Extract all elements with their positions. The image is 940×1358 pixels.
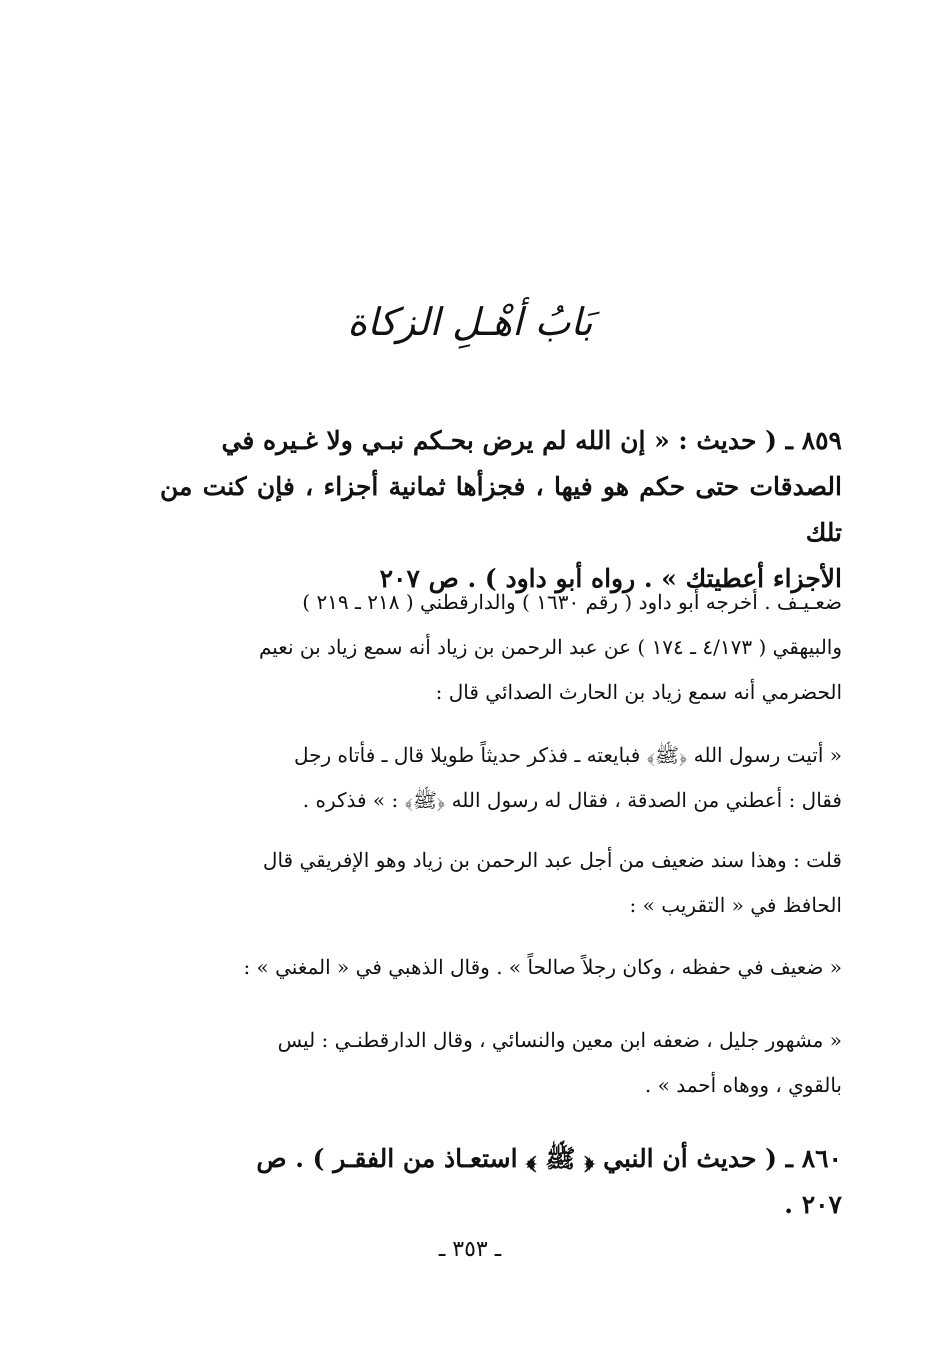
quote-mughni-line-1: « مشهور جليل ، ضعفه ابن معين والنسائي ، وقال الدارقطنـي : ليس — [277, 1028, 842, 1052]
note-paragraph — [160, 838, 842, 928]
narration-paragraph — [160, 733, 842, 823]
takhrij-paragraph — [160, 580, 842, 715]
takhrij-line-1: ضعـيـف . أخرجه أبو داود ( رقم ١٦٣٠ ) والدارقطني ( ٢١٨ ـ ٢١٩ ) — [302, 590, 842, 614]
page-number: ـ ٣٥٣ ـ — [438, 1237, 502, 1262]
hadith-860 — [160, 1136, 842, 1228]
hadith-859-line-3: الأجزاء أعطيتك » . رواه أبو داود ) . ص ٢٠٧ — [379, 564, 842, 593]
quote-taqrib-line-1: « ضعيف في حفظه ، وكان رجلاً صالحاً » . وقال الذهبي في « المغني » : — [243, 955, 842, 979]
hadith-860-line-1: ٨٦٠ ـ ( حديث أن النبي ﴿ ﷺ ﴾ استعـاذ من الفقـر ) . ص — [256, 1144, 842, 1173]
quote-taqrib — [160, 945, 842, 990]
hadith-860-line-2: ٢٠٧ . — [784, 1190, 842, 1219]
quote-mughni-line-2: بالقوي ، ووهاه أحمد » . — [644, 1073, 842, 1097]
chapter-title: بَابُ أهْـلِ الزكاة — [347, 300, 593, 344]
hadith-859 — [160, 418, 842, 602]
quote-mughni — [160, 1018, 842, 1108]
takhrij-line-3: الحضرمي أنه سمع زياد بن الحارث الصدائي قال : — [435, 680, 842, 704]
note-line-1: قلت : وهذا سند ضعيف من أجل عبد الرحمن بن زياد وهو الإفريقي قال — [262, 848, 842, 872]
narration-line-1: « أتيت رسول الله ﴿ﷺ﴾ فبايعته ـ فذكر حديثاً طويلا قال ـ فأتاه رجل — [293, 743, 842, 767]
takhrij-line-2: والبيهقي ( ٤/١٧٣ ـ ١٧٤ ) عن عبد الرحمن بن زياد أنه سمع زياد بن نعيم — [258, 635, 842, 659]
hadith-859-line-2: الصدقات حتى حكم هو فيها ، فجزأها ثمانية أجزاء ، فإن كنت من تلك — [160, 472, 842, 547]
narration-line-2: فقال : أعطني من الصدقة ، فقال له رسول الله ﴿ﷺ﴾ : » فذكره . — [302, 788, 842, 812]
note-line-2: الحافظ في « التقريب » : — [629, 893, 842, 917]
hadith-859-line-1: ٨٥٩ ـ ( حديث : « إن الله لم يرض بحـكم نبـي ولا غـيره في — [221, 426, 842, 455]
